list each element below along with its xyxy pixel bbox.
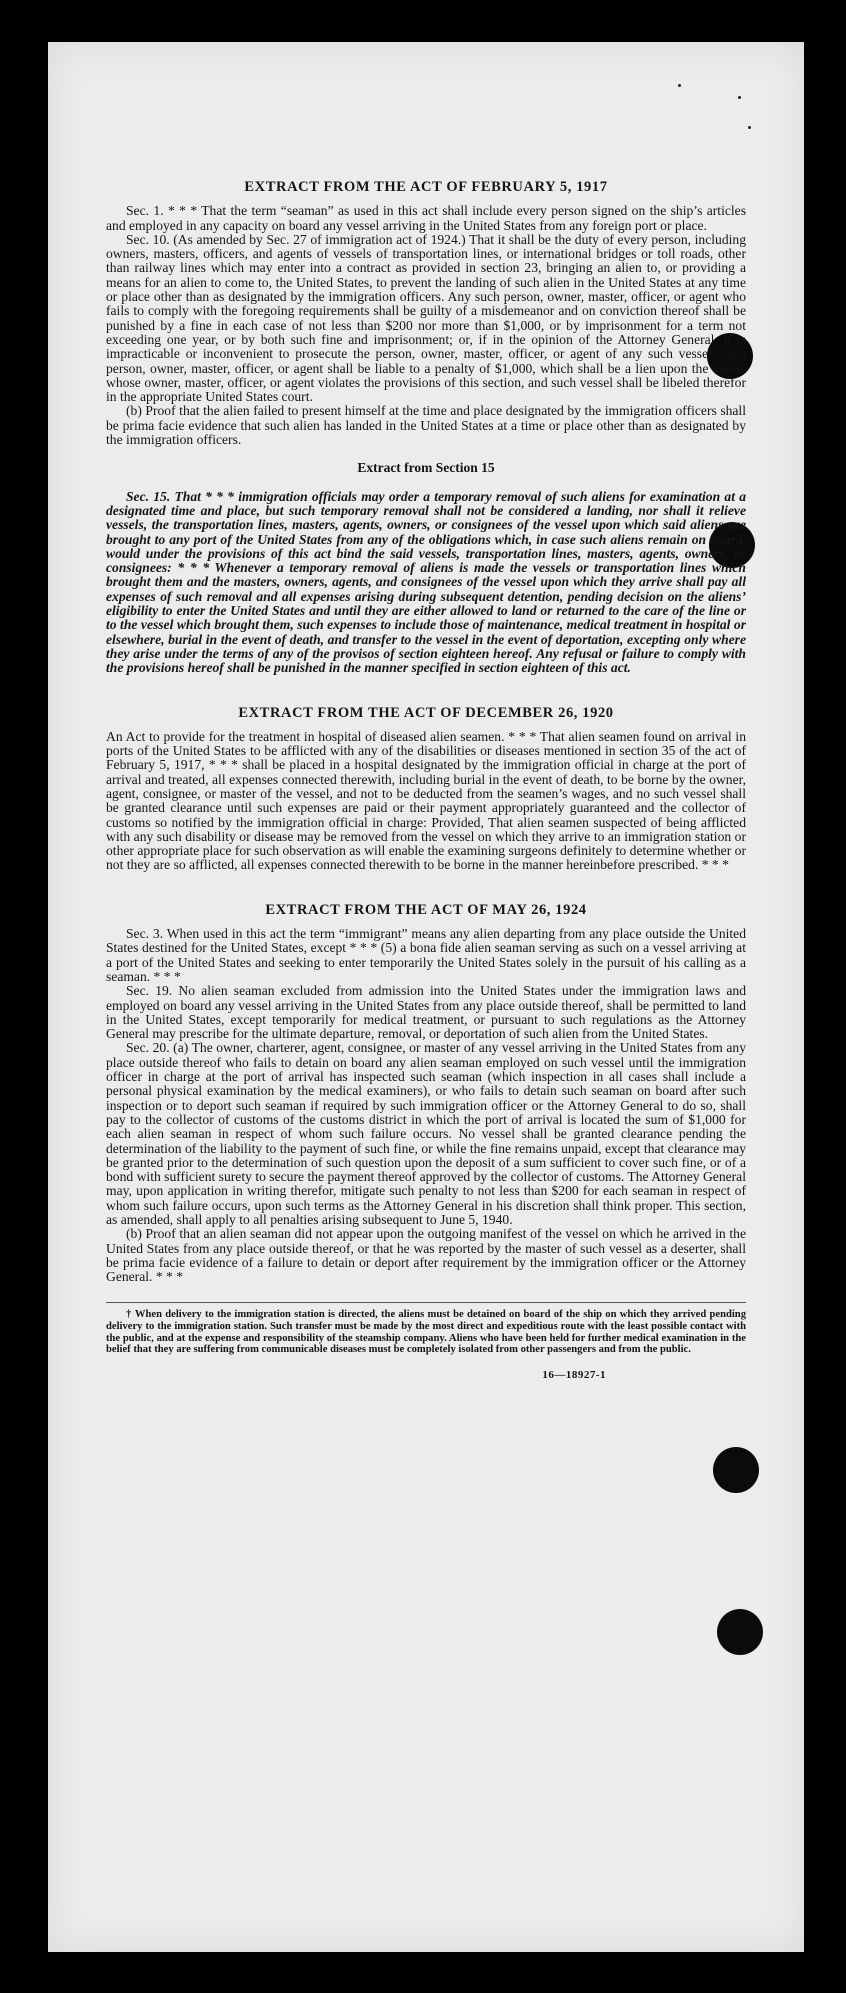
document-number: 16—18927-1 [542, 1368, 606, 1381]
punch-hole [713, 1447, 759, 1493]
paragraph-sec-10b: (b) Proof that the alien failed to present himself at the time and place designated by the immigration officers shall be prima facie evidence that such alien has landed in the United States at a time or place other than as designated by the immigration officers. [106, 403, 746, 448]
document-page [48, 42, 804, 1952]
speck [738, 96, 741, 99]
speck [748, 126, 751, 129]
paragraph-sec-3: Sec. 3. When used in this act the term “immigrant” means any alien departing from any place outside the United States destined for the United States, except * * * (5) a bona fide alien seaman serving as such on a vessel arriving at a port of the United States and seeking to enter temporarily the United States solely in the pursuit of his calling as a seaman. * * * [106, 926, 746, 984]
footnote: † When delivery to the immigration station is directed, the aliens must be detained on board of the ship on which they arrived pending delivery to the immigration station. Such transfer must be made by the most direct and expeditious route with the least possible contact with the public, and at the expense and responsibility of the steamship company. Aliens who have been held for further medical examination in the belief that they are suffering from communicable diseases must be completely isolated from other passengers and from the public. [106, 1302, 746, 1355]
paragraph-sec-10: Sec. 10. (As amended by Sec. 27 of immigration act of 1924.) That it shall be the duty of every person, including owners, masters, officers, and agents of vessels of transportation lines, or international bridges or toll roads, other than railway lines which may enter into a contract as provided in section 23, bringing an alien to, or providing a means for an alien to come to, the United States, to prevent the landing of such alien in the United States at any time or place other than as designated by the immigration officers. Any such person, owner, master, officer, or agent who fails to comply with the foregoing requirements shall be guilty of a misdemeanor and on conviction thereof shall be punished by a fine in each case of not less than $200 nor more than $1,000, or by imprisonment for a term not exceeding one year, or by both such fine and imprisonment; or, if in the opinion of the Attorney General, it is impracticable or inconvenient to prosecute the person, owner, master, officer, or agent of any such vessel, such person, owner, master, officer, or agent shall be liable to a penalty of $1,000, which shall be a lien upon the vessel whose owner, master, officer, or agent violates the provisions of this section, and such vessel shall be libeled therefor in the appropriate United States court. [106, 231, 746, 405]
punch-hole [717, 1609, 763, 1655]
speck [678, 84, 681, 87]
heading-feb-1917: EXTRACT FROM THE ACT OF FEBRUARY 5, 1917 [244, 179, 608, 195]
paragraph-sec-1: Sec. 1. * * * That the term “seaman” as used in this act shall include every person signed on the ship’s articles and employed in any capacity on board any vessel arriving in the United States from any foreign port or place. [106, 203, 746, 233]
paragraph-act-1920: An Act to provide for the treatment in hospital of diseased alien seamen. * * * That alien seamen found on arrival in ports of the United States to be afflicted with any of the disabilities or diseases mentioned in section 35 of the act of February 5, 1917, * * * shall be placed in a hospital designated by the immigration official in charge at the port of arrival and treated, all expenses connected therewith, including burial in the event of death, to be borne by the owner, agent, consignee, or master of the vessel, and not to be deducted from the seamen’s wages, and no such vessel shall be granted clearance until such expenses are paid or their payment appropriately guaranteed and the collector of customs so notified by the immigration official in charge: Provided, That alien seamen suspected of being afflicted with any such disability or disease may be removed from the vessel on which they arrive to an immigration station or other appropriate place for such observation as will enable the examining surgeons definitely to determine whether or not they are so afflicted, all expenses connected therewith to be borne in the manner hereinbefore prescribed. * * * [106, 728, 746, 873]
heading-may-1924: EXTRACT FROM THE ACT OF MAY 26, 1924 [265, 901, 587, 918]
paragraph-sec-20a: Sec. 20. (a) The owner, charterer, agent, consignee, or master of any vessel arriving in the United States from any place outside thereof who fails to detain on board any alien seaman employed on such vessel until the immigration officer in charge at the port of arrival has inspected such seaman (which inspection in all cases shall include a personal physical examination by the medical examiners), or who fails to detain such seaman on board after such inspection or to deport such seaman if required by such immigration officer or the Attorney General to do so, shall pay to the collector of customs of the customs district in which the port of arrival is located the sum of $1,000 for each alien seaman in respect of whom such failure occurs. No vessel shall be granted clearance pending the determination of the liability to the payment of such fine, or while the fine remains unpaid, except that clearance may be granted prior to the determination of such question upon the deposit of a sum sufficient to cover such fine, or of a bond with sufficient surety to secure the payment thereof approved by the collector of customs. The Attorney General may, upon application in writing therefor, mitigate such penalty to not less than $200 for each seaman in respect of whom such failure occurs, upon such terms as the Attorney General in his discretion shall think proper. This section, as amended, shall apply to all penalties arising subsequent to June 5, 1940. [106, 1040, 746, 1227]
document-body [106, 132, 746, 1382]
heading-dec-1920: EXTRACT FROM THE ACT OF DECEMBER 26, 1920 [238, 704, 614, 721]
heading-section-15: Extract from Section 15 [357, 460, 495, 476]
paragraph-sec-20b: (b) Proof that an alien seaman did not appear upon the outgoing manifest of the vessel on which he arrived in the United States from any place outside thereof, or that he was reported by the master of such vessel as a deserter, shall be prima facie evidence of a failure to detain or deport after requirement by the immigration officer or the Attorney General. * * * [106, 1226, 746, 1285]
paragraph-sec-19: Sec. 19. No alien seaman excluded from admission into the United States under the immigration laws and employed on board any vessel arriving in the United States from any place outside thereof, shall be permitted to land in the United States, except temporarily for medical treatment, or pursuant to such regulations as the Attorney General may prescribe for the ultimate departure, removal, or deportation of such alien from the United States. [106, 983, 746, 1042]
paragraph-sec-15: Sec. 15. That * * * immigration officials may order a temporary removal of such aliens for examination at a designated time and place, but such temporary removal shall not be considered a landing, nor shall it relieve vessels, the transportation lines, masters, agents, owners, or consignees of the vessel upon which said aliens are brought to any port of the United States from any of the obligations which, in case such aliens remain on board, would under the provisions of this act bind the said vessels, transportation lines, masters, agents, owners, or consignees: * * * Whenever a temporary removal of aliens is made the vessels or transportation lines which brought them and the masters, owners, agents, and consignees of the vessel upon which they arrive shall pay all expenses of such removal and all expenses arising during subsequent detention, pending decision on the aliens’ eligibility to enter the United States and until they are either allowed to land or returned to the care of the line or to the vessel which brought them, such expenses to include those of maintenance, medical treatment in hospital or elsewhere, burial in the event of death, and transfer to the vessel in the event of deportation, excepting only where they arise under the terms of any of the provisos of section eighteen hereof. Any refusal or failure to comply with the provisions hereof shall be punished in the manner specified in section eighteen of this act. [106, 488, 746, 676]
